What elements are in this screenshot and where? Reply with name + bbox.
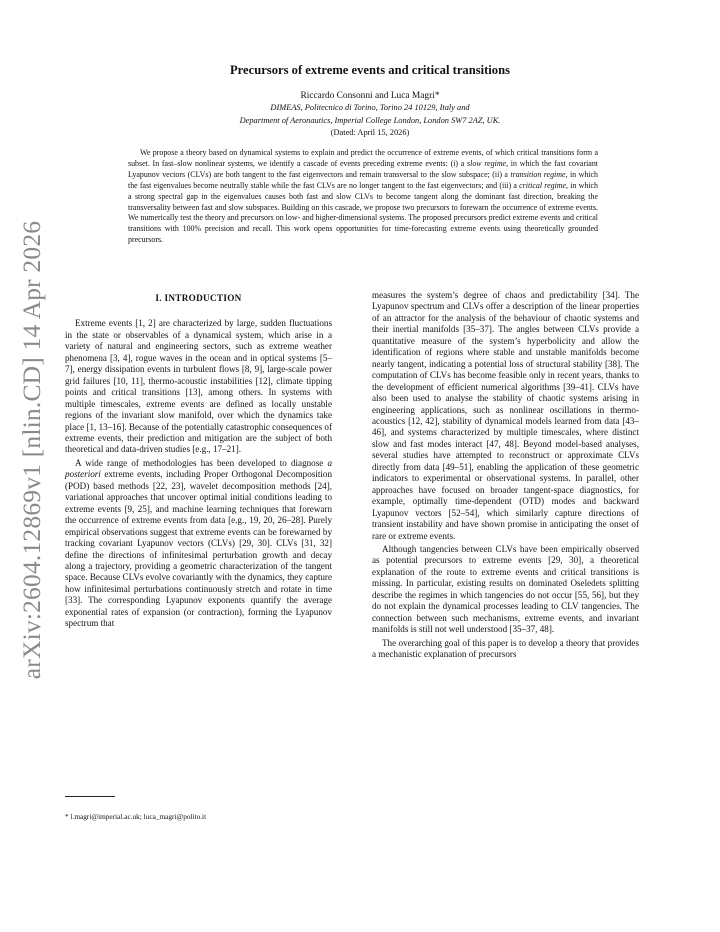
intro-p2-text-b: extreme events, including Proper Orthogonal Decomposition (POD) based methods [22, 23], wavelet decomposition methods [24], variational approaches that uncover optimal initial conditions leading to extreme events [9, 25], and machine learning techniques that forewarn the occurrence of extreme events from data [e.g., 19, 20, 26–28]. Purely empirical observations suggest that extreme events can be forewarned by tracking covariant Lyapunov vectors (CLVs) [29, 30]. CLVs [31, 32] define the directions of infinitesimal perturbation growth and decay along a trajectory, providing a geometric characterization of the tangent space. Because CLVs evolve covariantly with the dynamics, they capture how infinitesimal perturbations continuously stretch and rotate in time [33]. The corresponding Lyapunov exponents quantify the average exponential rates of expansion (or contraction), forming the Lyapunov spectrum that (65, 469, 332, 629)
abstract-em-critical: critical regime (519, 180, 567, 190)
affiliation-2: Department of Aeronautics, Imperial College London, London SW7 2AZ, UK. (239, 116, 501, 125)
abstract-em-slow: slow regime (467, 158, 507, 168)
arxiv-sidebar (12, 210, 52, 690)
intro-paragraph-1: Extreme events [1, 2] are characterized by large, sudden fluctuations in the state or observables of a dynamical system, which arise in a variety of natural and engineering sectors, such as extreme weather phenomena [3, 4], rogue waves in the ocean and in optical systems [5–7], energy dissipation events in turbulent flows [8, 9], large-scale power grid failures [10, 11], thermo-acoustic instabilities [12], climate tipping points and critical transitions [13], among others. In systems with multiple timescales, extreme events are defined as locally unstable regions of the invariant slow manifold, over which the dynamics take place [1, 13–16]. Because of the potentially catastrophic consequences of extreme events, their prediction and mitigation are the subject of both theoretical and data-driven studies [e.g., 17–21]. (65, 318, 332, 455)
abstract-em-transition: transition regime (510, 169, 566, 179)
abstract-text-1: We propose a theory based on dynamical systems to explain and predict the occurrence of extreme events, of which critical transitions form a subset. In fast–slow nonlinear systems, we identify a cascade of events preceding extreme events: (i) a (128, 148, 598, 168)
right-paragraph-1: measures the system’s degree of chaos and predictability [34]. The Lyapunov spectrum and CLVs offer a description of the linear properties of an attractor for the analysis of the behaviour of chaotic systems and their inertial manifolds [35–37]. The angles between CLVs provide a quantitative measure of the system’s hyperbolicity and allow the identification of regions where stable and unstable manifolds become nearly tangent, indicating a potential loss of structural stability [38]. The computation of CLVs has become feasible only in recent years, thanks to the development of efficient numerical algorithms [39–41]. CLVs have also been used to analyse the stability of chaotic systems arising in engineering applications, such as nonlinear oscillations in thermo-acoustics [12, 42], stability of dynamical models learned from data [43–46], and systems characterized by multiple timescales, where distinct slow and fast modes interact [47, 48]. Beyond model-based analyses, several studies have attempted to reconstruct or approximate CLVs directly from data [49–51], enabling the application of these geometric indicators to experimental or observational systems. In parallel, other approaches have focused on broader tangent-space diagnostics, for example, optimally time-dependent (OTD) modes and backward Lyapunov vectors [52–54], which similarly capture directions of transient instability and have shown promise in anticipating the onset of rare or extreme events. (372, 290, 639, 541)
abstract-text-2: , in which the fast covariant Lyapunov vectors (CLVs) are both tangent to the fast eigenvectors and remain transversal to the slow subspace; (ii) a (128, 158, 598, 179)
paper-authors: Riccardo Consonni and Luca Magri* (300, 91, 440, 101)
intro-p2-em: a posteriori (65, 457, 332, 480)
arxiv-identifier: arXiv:2604.12869v1 [nlin.CD] 14 Apr 2026 (17, 220, 46, 680)
right-column (372, 290, 639, 661)
abstract (128, 148, 598, 246)
affiliation-1: DIMEAS, Politecnico di Torino, Torino 24 10129, Italy and (270, 103, 470, 112)
right-paragraph-2: Although tangencies between CLVs have been empirically observed as potential precursors to extreme events [29, 30], a theoretical explanation of the route to extreme events and critical transitions is missing. In particular, existing results on dominated Oseledets splitting describe the regimes in which tangencies do not occur [55, 56], but they do not explain the dynamical processes leading to CLV tangencies. The connection between such mechanisms, extreme events, and invariant manifolds is still not well understood [35–37, 48]. (372, 543, 639, 635)
abstract-text-4: , in which a strong spectral gap in the eigenvalues causes both fast and slow CLVs to become tangent along the dominant fast direction, breaking the transversality between fast and slow subspaces. Building on this cascade, we propose two precursors to forewarn the occurrence of extreme events. We numerically test the theory and precursors on low- and higher-dimensional systems. The proposed precursors predict extreme events and critical transitions with 100% precision and recall. This work opens opportunities for time-forecasting extreme events using theoretically grounded precursors. (128, 180, 599, 245)
footnote: * l.magri@imperial.ac.uk; luca_magri@polito.it (65, 812, 207, 821)
abstract-text-3: , in which the fast eigenvalues become neutrally stable while the fast CLVs are no longer tangent to the fast eigenvectors; and (iii) a (128, 169, 598, 190)
intro-paragraph-2 (65, 458, 332, 630)
section-heading-introduction: I. INTRODUCTION (155, 293, 242, 303)
left-column (65, 290, 332, 630)
paper-title: Precursors of extreme events and critical transitions (229, 63, 511, 77)
right-paragraph-3: The overarching goal of this paper is to develop a theory that provides a mechanistic explanation of precursors (372, 637, 639, 660)
paper-date: (Dated: April 15, 2026) (330, 128, 410, 137)
footnote-rule (65, 796, 115, 797)
intro-p2-text-a: A wide range of methodologies has been developed to diagnose (75, 457, 328, 468)
